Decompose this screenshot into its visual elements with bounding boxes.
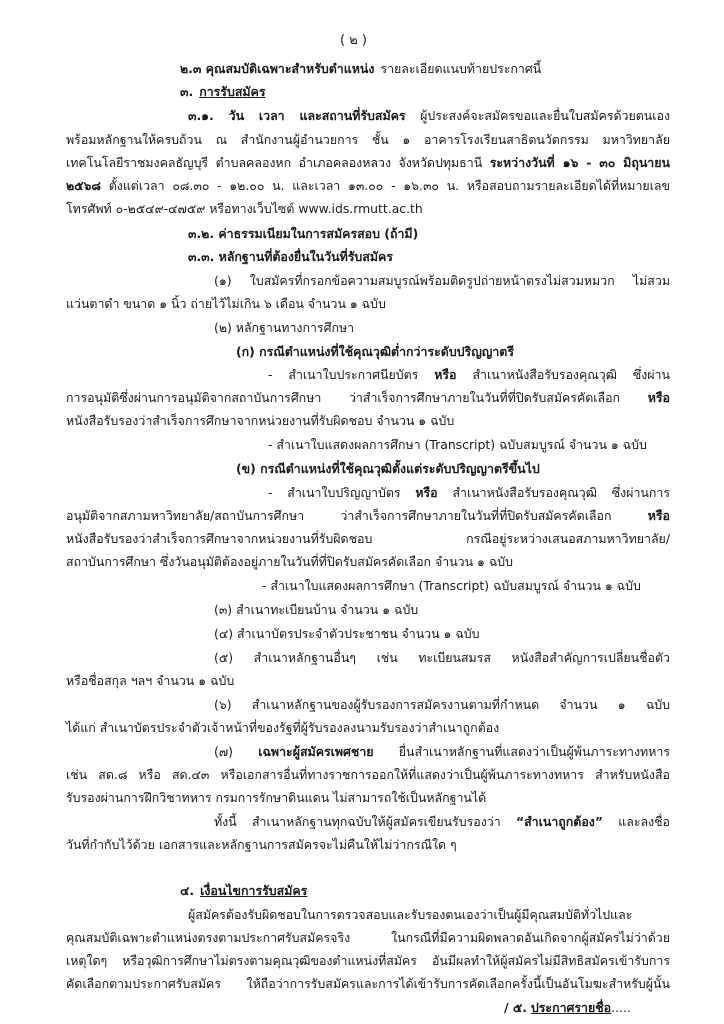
item-2-a-1-line-2-text: การอนุมัติซึ่งผ่านการอนุมัติจากสถาบันการศึกษา ว่าสำเร็จการศึกษาภายในวันที่ที่ปิดรับสมัครคัดเลือก (66, 390, 621, 405)
item-7-line-1 (214, 744, 670, 760)
section-4-line-3: เหตุใดๆ หรือวุฒิการศึกษาไม่ตรงตามคุณวุฒิของตำแหน่งที่สมัคร อันมีผลทำให้ผู้สมัครไม่มีสิทธิสมัครเข้ารับการ (66, 953, 670, 968)
section-3-1-line-3 (66, 155, 670, 171)
note-pre: ทั้งนี้ สำเนาหลักฐานทุกฉบับให้ผู้สมัครเขียนรับรองว่า (214, 814, 501, 829)
item-4: (๔) สำเนาบัตรประจำตัวประชาชน จำนวน ๑ ฉบับ (214, 626, 480, 641)
item-2-a-2: - สำเนาใบแสดงผลการศึกษา (Transcript) ฉบับสมบูรณ์ จำนวน ๑ ฉบับ (268, 437, 647, 452)
note-line-2: วันที่กำกับไว้ด้วย เอกสารและหลักฐานการสมัครจะไม่คืนให้ไม่ว่ากรณีใด ๆ (66, 837, 457, 852)
item-3: (๓) สำเนาทะเบียนบ้าน จำนวน ๑ ฉบับ (214, 602, 419, 617)
section-4-line-4: คัดเลือกตามประกาศรับสมัคร ให้ถือว่าการรับสมัครและการได้เข้ารับการคัดเลือกครั้งนี้เป็นอันโมฆะสำหรับผู้นั้น (66, 976, 670, 991)
section-3-1-line-4 (66, 178, 670, 194)
section-3-1-period: ระหว่างวันที่ ๑๖ - ๓๐ มิถุนายน (489, 155, 670, 170)
item-2-b-1-or: หรือ (415, 485, 438, 500)
section-3-1-location: เทคโนโลยีราชมงคลธัญบุรี ตำบลคลองหก อำเภอคลองหลวง จังหวัดปทุมธานี (66, 155, 483, 170)
item-7-line-2: เช่น สด.๘ หรือ สด.๔๓ หรือเอกสารอื่นที่ทางราชการออกให้ที่แสดงว่าเป็นผู้พ้นภาระทางทหาร สำหรับหนังสือ (66, 767, 670, 782)
section-3-1-line-1 (188, 108, 670, 124)
item-5-line-1: (๕) สำเนาหลักฐานอื่นๆ เช่น ทะเบียนสมรส หนังสือสำคัญการเปลี่ยนชื่อตัว (214, 650, 670, 665)
item-2-a-1-line-1 (268, 367, 670, 383)
item-1-line-1: (๑) ใบสมัครที่กรอกข้อความสมบูรณ์พร้อมติดรูปถ่ายหน้าตรงไม่สวมหมวก ไม่สวม (214, 273, 670, 288)
item-2-b-1-line-4: สถาบันการศึกษา ซึ่งวันอนุมัติต้องอยู่ภายในวันที่ที่ปิดรับสมัครคัดเลือก จำนวน ๑ ฉบับ (66, 554, 514, 569)
page-number: ( ๒ ) (340, 33, 367, 48)
item-6-line-2: ได้แก่ สำเนาบัตรประจำตัวเจ้าหน้าที่ของรัฐที่ผู้รับรองลงนามรับรองว่าสำเนาถูกต้อง (66, 720, 500, 735)
section-3-1-label: ๓.๑. วัน เวลา และสถานที่รับสมัคร (188, 108, 406, 123)
item-2-b-2: - สำเนาใบแสดงผลการศึกษา (Transcript) ฉบับสมบูรณ์ จำนวน ๑ ฉบับ (262, 578, 641, 593)
section-3-title: การรับสมัคร (199, 84, 266, 99)
section-3-number: ๓. (180, 84, 194, 99)
note-line-1 (214, 814, 670, 830)
item-2-b-1-line-3: หนังสือรับรองว่าสำเร็จการศึกษาจากหน่วยงานที่รับผิดชอบ กรณีอยู่ระหว่างเสนอสภามหาวิทยาลัย/ (66, 531, 670, 546)
note-post: และลงชื่อ (618, 814, 670, 829)
item-7-text: ยื่นสำเนาหลักฐานที่แสดงว่าเป็นผู้พ้นภาระทางทหาร (398, 744, 670, 759)
continuation-footer (504, 1000, 631, 1016)
item-2-a-1-post: สำเนาหนังสือรับรองคุณวุฒิ ซึ่งผ่าน (472, 367, 670, 382)
item-2-a-heading: (ก) กรณีตำแหน่งที่ใช้คุณวุฒิต่ำกว่าระดับปริญญาตรี (236, 344, 514, 359)
section-3-1-hours: ตั้งแต่เวลา ๐๘.๓๐ - ๑๒.๐๐ น. และเวลา ๑๓.๐๐ - ๑๖.๓๐ น. หรือสอบถามรายละเอียดได้ที่หมายเลข (108, 178, 670, 193)
item-1-line-2: แว่นตาดำ ขนาด ๑ นิ้ว ถ่ายไว้ไม่เกิน ๖ เดือน จำนวน ๑ ฉบับ (66, 296, 386, 311)
item-2-a-1-line-3: หนังสือรับรองว่าสำเร็จการศึกษาจากหน่วยงานที่รับผิดชอบ จำนวน ๑ ฉบับ (66, 413, 455, 428)
item-2-b-heading: (ข) กรณีตำแหน่งที่ใช้คุณวุฒิตั้งแต่ระดับปริญญาตรีขึ้นไป (236, 461, 540, 476)
item-2-b-1-pre: - สำเนาใบปริญญาบัตร (268, 485, 401, 500)
section-2-3-text: รายละเอียดแนบท้ายประกาศนี้ (380, 61, 542, 76)
item-2-a-1-or: หรือ (434, 367, 457, 382)
section-4-number: ๔. (180, 883, 195, 898)
section-2-3-label: ๒.๓ คุณสมบัติเฉพาะสำหรับตำแหน่ง (180, 61, 375, 76)
item-7-male-only: เฉพาะผู้สมัครเพศชาย (258, 744, 374, 759)
section-3-heading (180, 84, 266, 100)
section-3-3-label: ๓.๓. หลักฐานที่ต้องยื่นในวันที่รับสมัคร (188, 249, 393, 264)
item-7-line-3: รับรองผ่านการฝึกวิชาทหาร กรมการรักษาดินแดน ไม่สามารถใช้เป็นหลักฐานได้ (66, 790, 487, 805)
section-3-1-year: ๒๕๖๘ (66, 178, 101, 193)
item-2: (๒) หลักฐานทางการศึกษา (214, 320, 355, 335)
section-2-3 (180, 61, 541, 77)
footer-next-section: ประกาศรายชื่อ (530, 1000, 612, 1015)
section-3-1-text: ผู้ประสงค์จะสมัครขอและยื่นใบสมัครด้วยตนเอง (420, 108, 670, 123)
section-3-1-line-2: พร้อมหลักฐานให้ครบถ้วน ณ สำนักงานผู้อำนวยการ ชั้น ๑ อาคารโรงเรียนสาธิตนวัตกรรม มหาวิทยาลัย (66, 132, 670, 147)
item-2-b-1-line-2 (66, 508, 670, 524)
section-4-title: เงื่อนไขการรับสมัคร (200, 883, 308, 898)
note-certified-copy: “สำเนาถูกต้อง” (515, 814, 603, 829)
section-4-line-1: ผู้สมัครต้องรับผิดชอบในการตรวจสอบและรับรองตนเองว่าเป็นผู้มีคุณสมบัติทั่วไปและ (188, 907, 633, 922)
footer-ellipsis: ..... (611, 1000, 631, 1015)
section-3-2-label: ๓.๒. ค่าธรรมเนียมในการสมัครสอบ (ถ้ามี) (188, 226, 419, 241)
item-5-line-2: หรือชื่อสกุล ฯลฯ จำนวน ๑ ฉบับ (66, 673, 235, 688)
section-4-line-2: คุณสมบัติเฉพาะตำแหน่งตรงตามประกาศรับสมัครจริง ในกรณีที่มีความผิดพลาดอันเกิดจากผู้สมัครไม่ว่าด้วย (66, 930, 670, 945)
item-2-b-1-line-2-text: อนุมัติจากสภามหาวิทยาลัย/สถาบันการศึกษา ว่าสำเร็จการศึกษาภายในวันที่ที่ปิดรับสมัครคัดเลือก (66, 508, 612, 523)
item-6-line-1: (๖) สำเนาหลักฐานของผู้รับรองการสมัครงานตามที่กำหนด จำนวน ๑ ฉบับ (214, 697, 670, 712)
item-7-number: (๗) (214, 744, 233, 759)
item-2-a-1-line-2-or: หรือ (647, 390, 670, 405)
item-2-a-1-pre: - สำเนาใบประกาศนียบัตร (268, 367, 419, 382)
section-3-1-line-5: โทรศัพท์ ๐-๒๕๔๙-๔๗๕๙ หรือทางเว็บไซต์ www.ids.rmutt.ac.th (66, 201, 423, 216)
item-2-b-1-line-2-or: หรือ (647, 508, 670, 523)
section-4-heading (180, 883, 307, 899)
item-2-b-1-line-1 (268, 485, 670, 501)
item-2-a-1-line-2 (66, 390, 670, 406)
footer-prefix: / ๕. (504, 1000, 527, 1015)
item-2-b-1-post: สำเนาหนังสือรับรองคุณวุฒิ ซึ่งผ่านการ (452, 485, 670, 500)
